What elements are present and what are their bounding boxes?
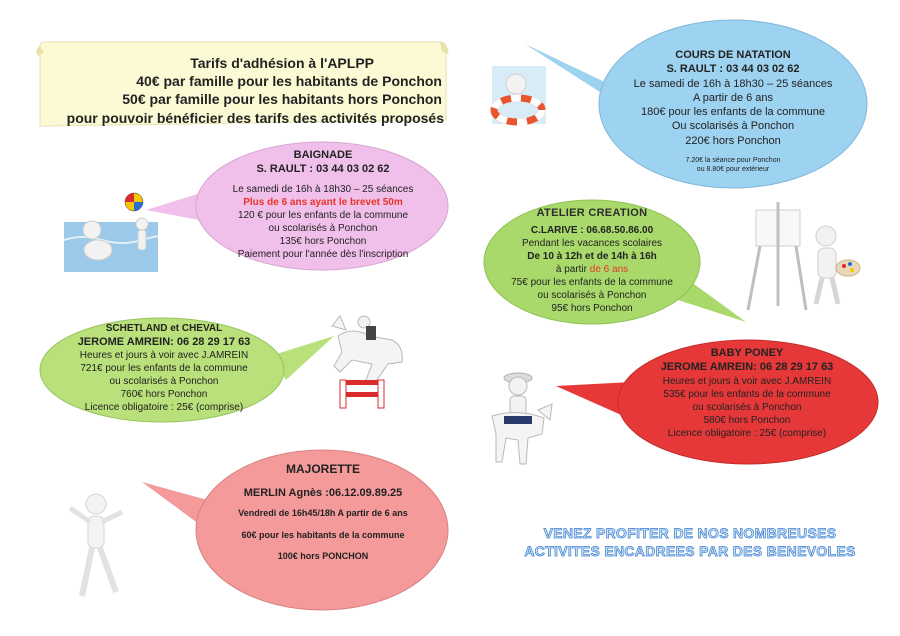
natation-note-exterieur: ou 8.80€ pour extérieur — [696, 166, 770, 174]
atelier-price-commune: 75€ pour les enfants de la commune — [511, 277, 673, 289]
pony-rider-figure — [478, 364, 560, 474]
schetland-scolarises: ou scolarisés à Ponchon — [109, 376, 219, 388]
atelier-age-prefix: à partir — [555, 264, 590, 276]
atelier-phone: C.LARIVE : 06.68.50.86.00 — [530, 225, 654, 237]
schetland-schedule: Heures et jours à voir avec J.AMREIN — [79, 350, 249, 362]
banner-line-outside: 50€ par famille pour les habitants hors Ponchon — [122, 91, 442, 108]
natation-note-ponchon: 7.20€ la séance pour Ponchon — [685, 157, 781, 165]
atelier-period: Pendant les vacances scolaires — [521, 238, 663, 250]
majorette-bubble — [140, 446, 452, 614]
natation-title: COURS DE NATATION — [675, 49, 791, 61]
banner-line-benefit: pour pouvoir bénéficier des tarifs des activités proposés — [66, 109, 444, 126]
baignade-bubble — [140, 140, 452, 276]
majorette-title: MAJORETTE — [285, 462, 360, 476]
call-to-action — [520, 524, 860, 560]
schetland-licence: Licence obligatoire : 25€ (comprise) — [84, 402, 244, 414]
majorette-schedule: Vendredi de 16h45/18h A partir de 6 ans — [238, 507, 408, 518]
majorette-price-commune: 60€ pour les habitants de la commune — [241, 529, 405, 540]
natation-phone: S. RAULT : 03 44 03 02 62 — [666, 63, 800, 76]
atelier-bubble — [482, 196, 752, 332]
baignade-schedule: Le samedi de 16h à 18h30 – 25 séances — [232, 183, 414, 195]
banner-line-ponchon: 40€ par famille pour les habitants de Ponchon — [136, 73, 442, 90]
baignade-price-outside: 135€ hors Ponchon — [279, 235, 367, 247]
natation-age: A partir de 6 ans — [692, 91, 774, 104]
painter-easel-figure — [738, 196, 862, 316]
atelier-hours: De 10 à 12h et de 14h à 16h — [527, 251, 657, 263]
baignade-price-commune: 120 € pour les enfants de la commune — [237, 209, 409, 221]
atelier-age — [486, 263, 698, 276]
majorette-phone: MERLIN Agnès :06.12.09.89.25 — [243, 486, 403, 499]
majorette-figure — [58, 488, 138, 608]
cta-line-1: VENEZ PROFITER DE NOS NOMBREUSES — [543, 525, 837, 541]
atelier-age-value: de 6 ans — [589, 264, 629, 276]
natation-price-outside: 220€ hors Ponchon — [685, 134, 781, 147]
atelier-scolarises: ou scolarisés à Ponchon — [537, 290, 647, 302]
natation-bubble — [515, 14, 875, 190]
natation-scolarises: Ou scolarisés à Ponchon — [671, 120, 795, 133]
schetland-bubble — [34, 314, 340, 424]
natation-price-commune: 180€ pour les enfants de la commune — [640, 106, 826, 119]
schetland-phone: JEROME AMREIN: 06 28 29 17 63 — [77, 336, 251, 348]
baignade-payment: Paiement pour l'année dès l'inscription — [237, 248, 409, 260]
schetland-title: SCHETLAND et CHEVAL — [105, 323, 223, 334]
babyponey-title: BABY PONEY — [710, 347, 784, 359]
babyponey-licence: Licence obligatoire : 25€ (comprise) — [667, 427, 827, 439]
horse-jump-figure — [322, 306, 418, 410]
natation-schedule: Le samedi de 16h à 18h30 – 25 séances — [633, 77, 833, 90]
babyponey-bubble — [552, 334, 884, 468]
banner-title: Tarifs d'adhésion à l'APLPP — [190, 55, 374, 71]
baignade-title: BAIGNADE — [293, 149, 353, 161]
schetland-price-commune: 721€ pour les enfants de la commune — [80, 363, 248, 375]
babyponey-schedule: Heures et jours à voir avec J.AMREIN — [662, 375, 832, 387]
babyponey-price-commune: 535€ pour les enfants de la commune — [663, 388, 831, 400]
baignade-scolarises: ou scolarisés à Ponchon — [268, 222, 378, 234]
majorette-price-outside: 100€ hors PONCHON — [277, 551, 369, 562]
schetland-price-outside: 760€ hors Ponchon — [120, 389, 208, 401]
baignade-phone: S. RAULT : 03 44 03 02 62 — [256, 163, 390, 176]
atelier-price-outside: 95€ hors Ponchon — [551, 303, 633, 315]
cta-line-2: ACTIVITES ENCADREES PAR DES BENEVOLES — [524, 543, 856, 560]
babyponey-phone: JEROME AMREIN: 06 28 29 17 63 — [660, 361, 834, 374]
babyponey-scolarises: ou scolarisés à Ponchon — [692, 401, 802, 413]
membership-banner — [34, 40, 450, 128]
babyponey-price-outside: 580€ hors Ponchon — [703, 414, 791, 426]
baignade-requirement: Plus de 6 ans ayant le brevet 50m — [243, 196, 403, 208]
atelier-title: ATELIER CREATION — [536, 207, 648, 219]
